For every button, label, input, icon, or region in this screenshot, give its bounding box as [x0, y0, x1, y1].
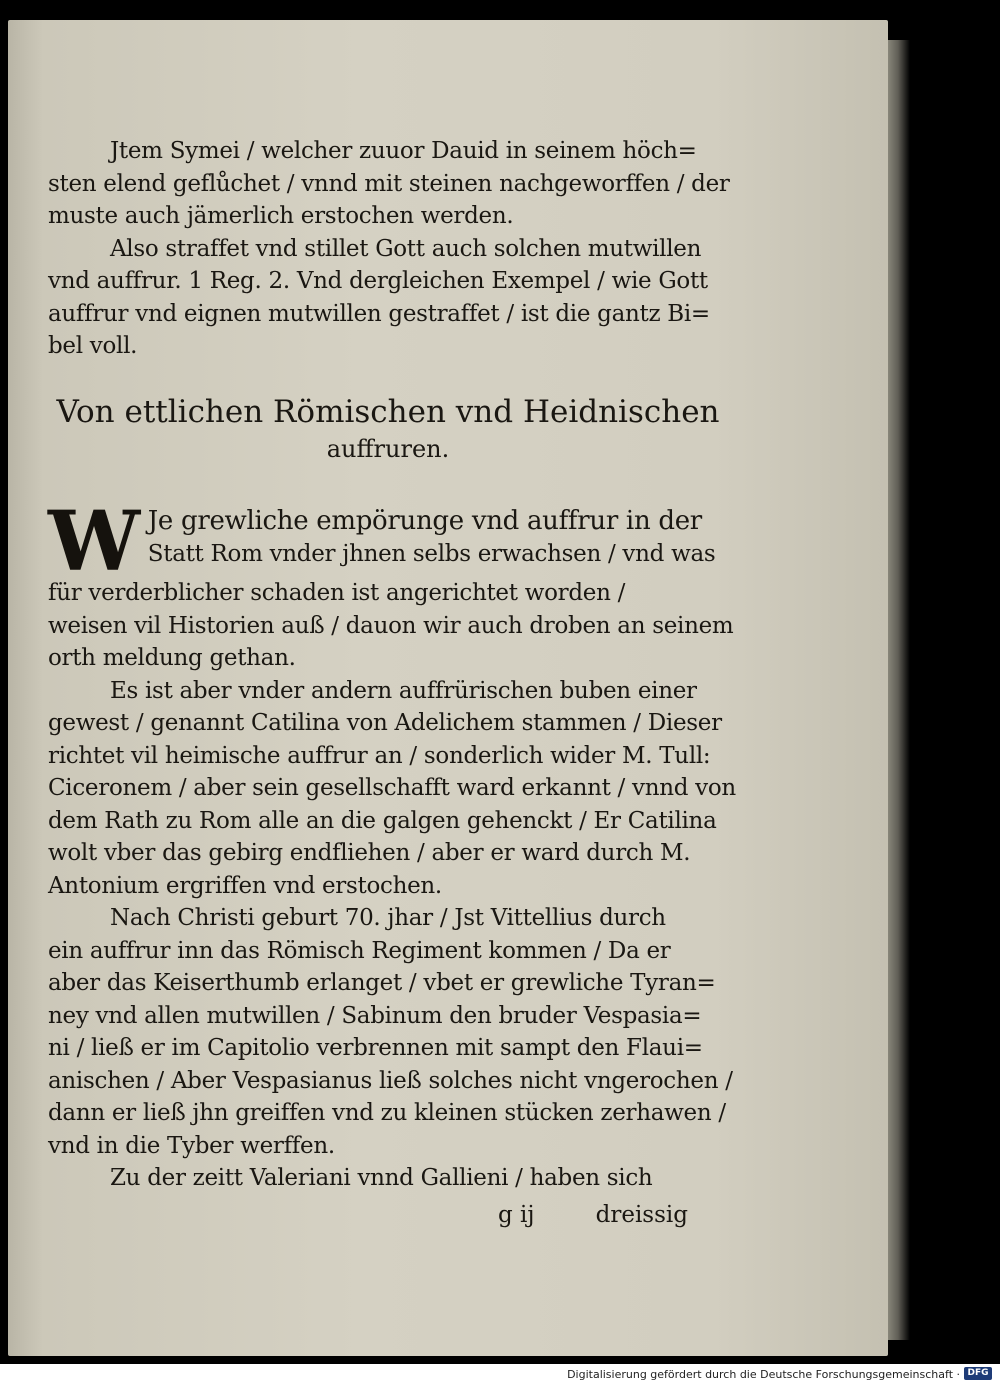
banner-text: Digitalisierung gefördert durch die Deutsche Forschungsgemeinschaft · — [567, 1368, 960, 1381]
text-block-top — [48, 135, 728, 363]
paragraph-valeriani — [48, 1162, 728, 1195]
drop-capital: W — [48, 494, 140, 590]
text-line: für verderblicher schaden ist angerichtet worden / — [48, 580, 626, 606]
text-line: Statt Rom vnder jhnen selbs erwachsen / vnd was — [147, 540, 716, 567]
signature-mark: g ij — [498, 1202, 535, 1228]
text-line: Nach Christi geburt 70. jhar / Jst Vittellius durch — [110, 905, 666, 931]
text-line: aber das Keiserthumb erlanget / vbet er grewliche Tyran= — [48, 970, 716, 996]
text-line: wolt vber das gebirg endfliehen / aber er ward durch M. — [48, 840, 691, 866]
catchword: dreissig — [595, 1202, 688, 1228]
text-line: orth meldung gethan. — [48, 645, 296, 671]
text-line: ney vnd allen mutwillen / Sabinum den bruder Vespasia= — [48, 1002, 702, 1029]
paragraph-also — [48, 233, 728, 363]
heading-line-2: auffruren. — [326, 435, 450, 463]
section-heading — [48, 392, 728, 466]
text-line: Zu der zeitt Valeriani vnnd Gallieni / haben sich — [110, 1165, 653, 1191]
text-line: bel voll. — [48, 333, 138, 359]
text-line: weisen vil Historien auß / dauon wir auch droben an seinem — [48, 612, 734, 639]
text-line: Also straffet vnd stillet Gott auch solchen mutwillen — [110, 235, 702, 262]
text-line: ni / ließ er im Capitolio verbrennen mit sampt den Flaui= — [48, 1035, 703, 1061]
text-line: muste auch jämerlich erstochen werden. — [48, 203, 514, 229]
text-line: richtet vil heimische auffrur an / sonderlich wider M. Tull: — [48, 742, 711, 769]
text-line: dann er ließ jhn greiffen vnd zu kleinen stücken zerhawen / — [48, 1100, 726, 1126]
heading-line-1: Von ettlichen Römischen vnd Heidnischen — [56, 394, 720, 430]
paragraph-catilina — [48, 675, 736, 903]
text-line: anischen / Aber Vespasianus ließ solches nicht vngerochen / — [48, 1067, 733, 1094]
book-page — [8, 20, 888, 1356]
text-line: vnd in die Tyber werffen. — [48, 1132, 335, 1159]
text-line: gewest / genannt Catilina von Adelichem stammen / Dieser — [48, 710, 722, 736]
text-block-main — [48, 494, 736, 1195]
text-line: Antonium ergriffen vnd erstochen. — [48, 872, 442, 899]
text-line: Je grewliche empörunge vnd auffrur in der — [147, 506, 702, 536]
dfg-logo: DFG — [964, 1367, 992, 1380]
text-line: auffrur vnd eignen mutwillen gestraffet / ist die gantz Bi= — [48, 300, 710, 327]
paragraph-rome — [48, 494, 734, 675]
paragraph-symei — [48, 135, 728, 233]
paragraph-vittellius — [48, 902, 733, 1162]
text-line: vnd auffrur. 1 Reg. 2. Vnd dergleichen Exempel / wie Gott — [48, 268, 708, 294]
text-line: dem Rath zu Rom alle an die galgen gehenckt / Er Catilina — [48, 807, 717, 834]
text-line: sten elend geflůchet / vnnd mit steinen nachgeworffen / der — [48, 170, 730, 197]
text-line: Es ist aber vnder andern auffrürischen buben einer — [110, 677, 697, 704]
dfg-banner — [0, 1364, 1000, 1384]
text-line: Ciceronem / aber sein gesellschafft ward erkannt / vnnd von — [48, 775, 736, 801]
text-line: ein auffrur inn das Römisch Regiment kommen / Da er — [48, 937, 671, 964]
text-line: Jtem Symei / welcher zuuor Dauid in seinem höch= — [110, 138, 697, 164]
